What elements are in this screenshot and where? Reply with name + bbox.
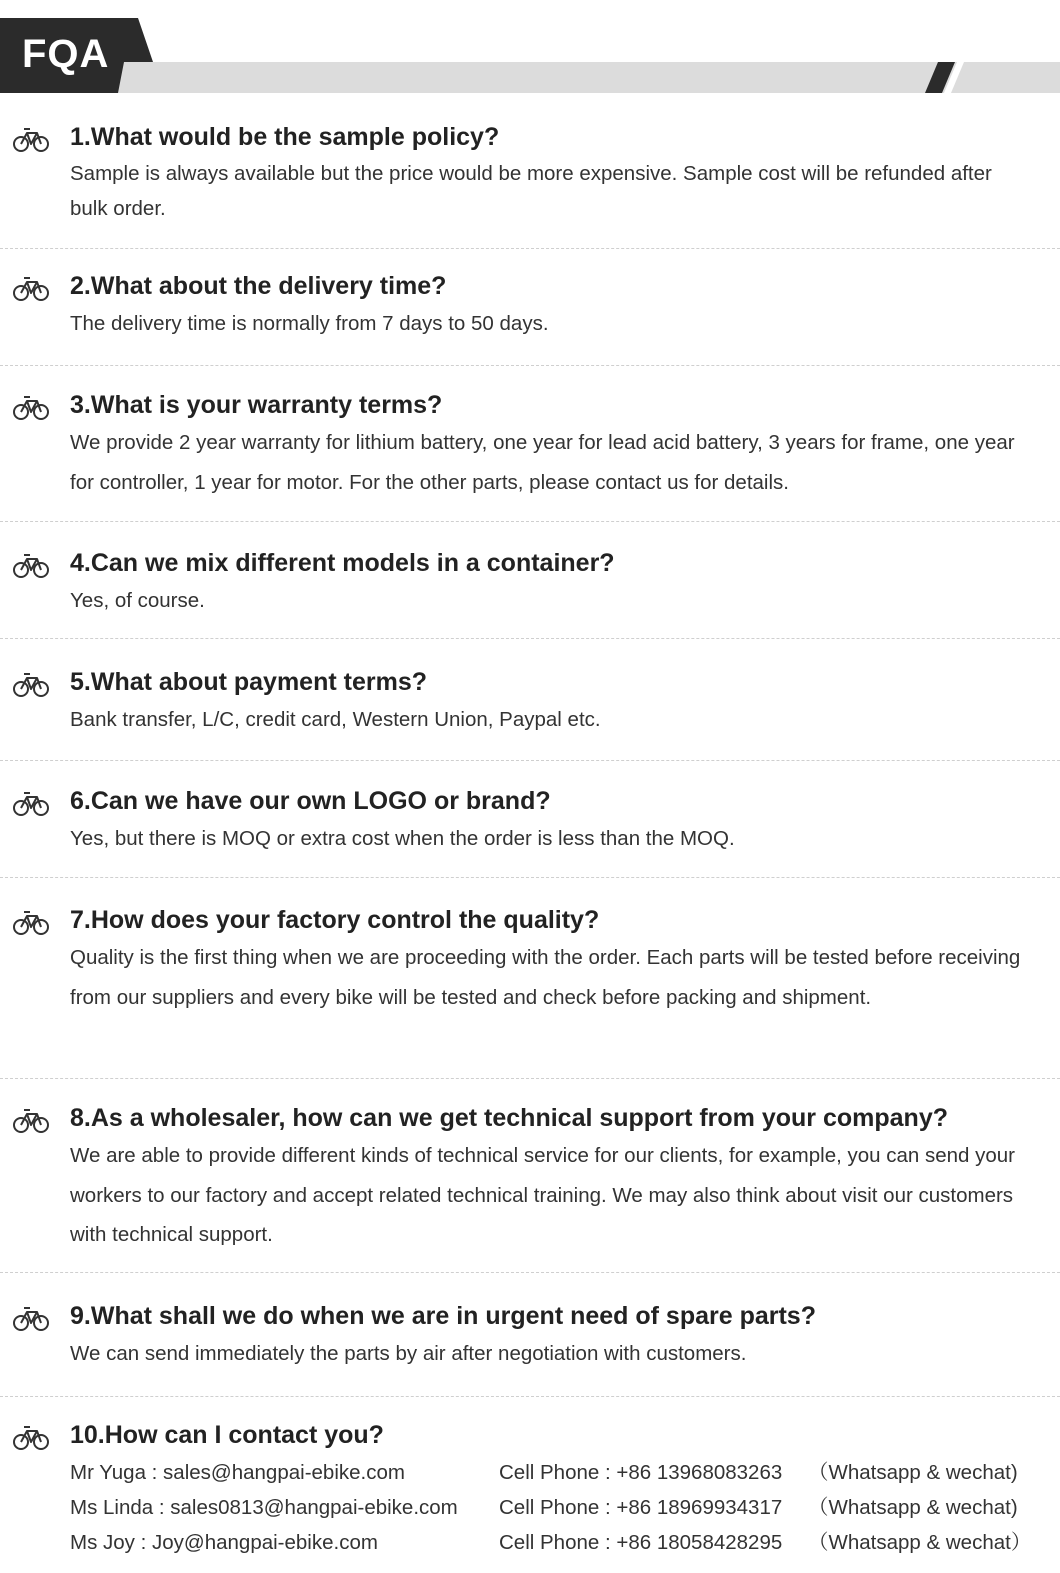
contact-row: [70, 1490, 1030, 1525]
contact-name-email: Mr Yuga : sales@hangpai-ebike.com: [70, 1461, 405, 1484]
faq-question: 10.How can I contact you?: [70, 1421, 384, 1449]
faq-answer: We provide 2 year warranty for lithium battery, one year for lead acid battery, 3 years for frame, one year for controller, 1 year for motor. For the other parts, please contact us for details.: [70, 431, 1015, 494]
divider: [0, 877, 1060, 878]
bicycle-icon: [13, 276, 49, 302]
faq-question: 8.As a wholesaler, how can we get technical support from your company?: [70, 1104, 948, 1132]
header-banner-graphic: [0, 0, 1060, 100]
divider: [0, 521, 1060, 522]
faq-question: 1.What would be the sample policy?: [70, 123, 500, 151]
faq-question: 3.What is your warranty terms?: [70, 391, 443, 419]
faq-answer: We are able to provide different kinds of technical service for our clients, for example, you can send your workers to our factory and accept related technical training. We may also think about visit our customers with technical support.: [70, 1144, 1016, 1246]
faq-answer: Yes, but there is MOQ or extra cost when the order is less than the MOQ.: [70, 827, 735, 850]
faq-answer: The delivery time is normally from 7 days to 50 days.: [70, 312, 549, 335]
divider: [0, 1078, 1060, 1079]
bicycle-icon: [13, 1425, 49, 1451]
divider: [0, 248, 1060, 249]
contact-phone: Cell Phone : +86 13968083263: [499, 1461, 783, 1484]
faq-question: 4.Can we mix different models in a container?: [70, 549, 615, 577]
contact-name-email: Ms Linda : sales0813@hangpai-ebike.com: [70, 1496, 458, 1519]
divider: [0, 638, 1060, 639]
faq-answer: Quality is the first thing when we are proceeding with the order. Each parts will be tested before receiving from our suppliers and every bike will be tested and check before packing and shipment.: [70, 946, 1021, 1009]
bicycle-icon: [13, 791, 49, 817]
page-title: FQA: [22, 32, 110, 76]
faq-answer: We can send immediately the parts by air after negotiation with customers.: [70, 1342, 747, 1365]
bicycle-icon: [13, 910, 49, 936]
contact-note: （Whatsapp & wechat): [808, 1496, 1018, 1519]
divider: [0, 1272, 1060, 1273]
faq-answer: Yes, of course.: [70, 589, 205, 612]
faq-question: 2.What about the delivery time?: [70, 272, 447, 300]
contact-phone: Cell Phone : +86 18058428295: [499, 1531, 783, 1554]
faq-question: 9.What shall we do when we are in urgent need of spare parts?: [70, 1302, 816, 1330]
bicycle-icon: [13, 395, 49, 421]
contact-note: （Whatsapp & wechat): [808, 1461, 1018, 1484]
bicycle-icon: [13, 127, 49, 153]
faq-answer: Sample is always available but the price would be more expensive. Sample cost will be refunded after bulk order.: [70, 162, 992, 220]
divider: [0, 760, 1060, 761]
faq-question: 7.How does your factory control the quality?: [70, 906, 600, 934]
faq-question: 5.What about payment terms?: [70, 668, 427, 696]
bicycle-icon: [13, 553, 49, 579]
contact-row: [70, 1455, 1030, 1490]
contact-name-email: Ms Joy : Joy@hangpai-ebike.com: [70, 1531, 378, 1554]
contact-note: （Whatsapp & wechat）: [808, 1531, 1032, 1554]
bicycle-icon: [13, 1306, 49, 1332]
bicycle-icon: [13, 672, 49, 698]
faq-answer: Bank transfer, L/C, credit card, Western Union, Paypal etc.: [70, 708, 601, 731]
faq-question: 6.Can we have our own LOGO or brand?: [70, 787, 551, 815]
bicycle-icon: [13, 1108, 49, 1134]
divider: [0, 1396, 1060, 1397]
divider: [0, 365, 1060, 366]
contact-row: [70, 1525, 1030, 1560]
page-header: [0, 0, 1060, 100]
contact-phone: Cell Phone : +86 18969934317: [499, 1496, 783, 1519]
